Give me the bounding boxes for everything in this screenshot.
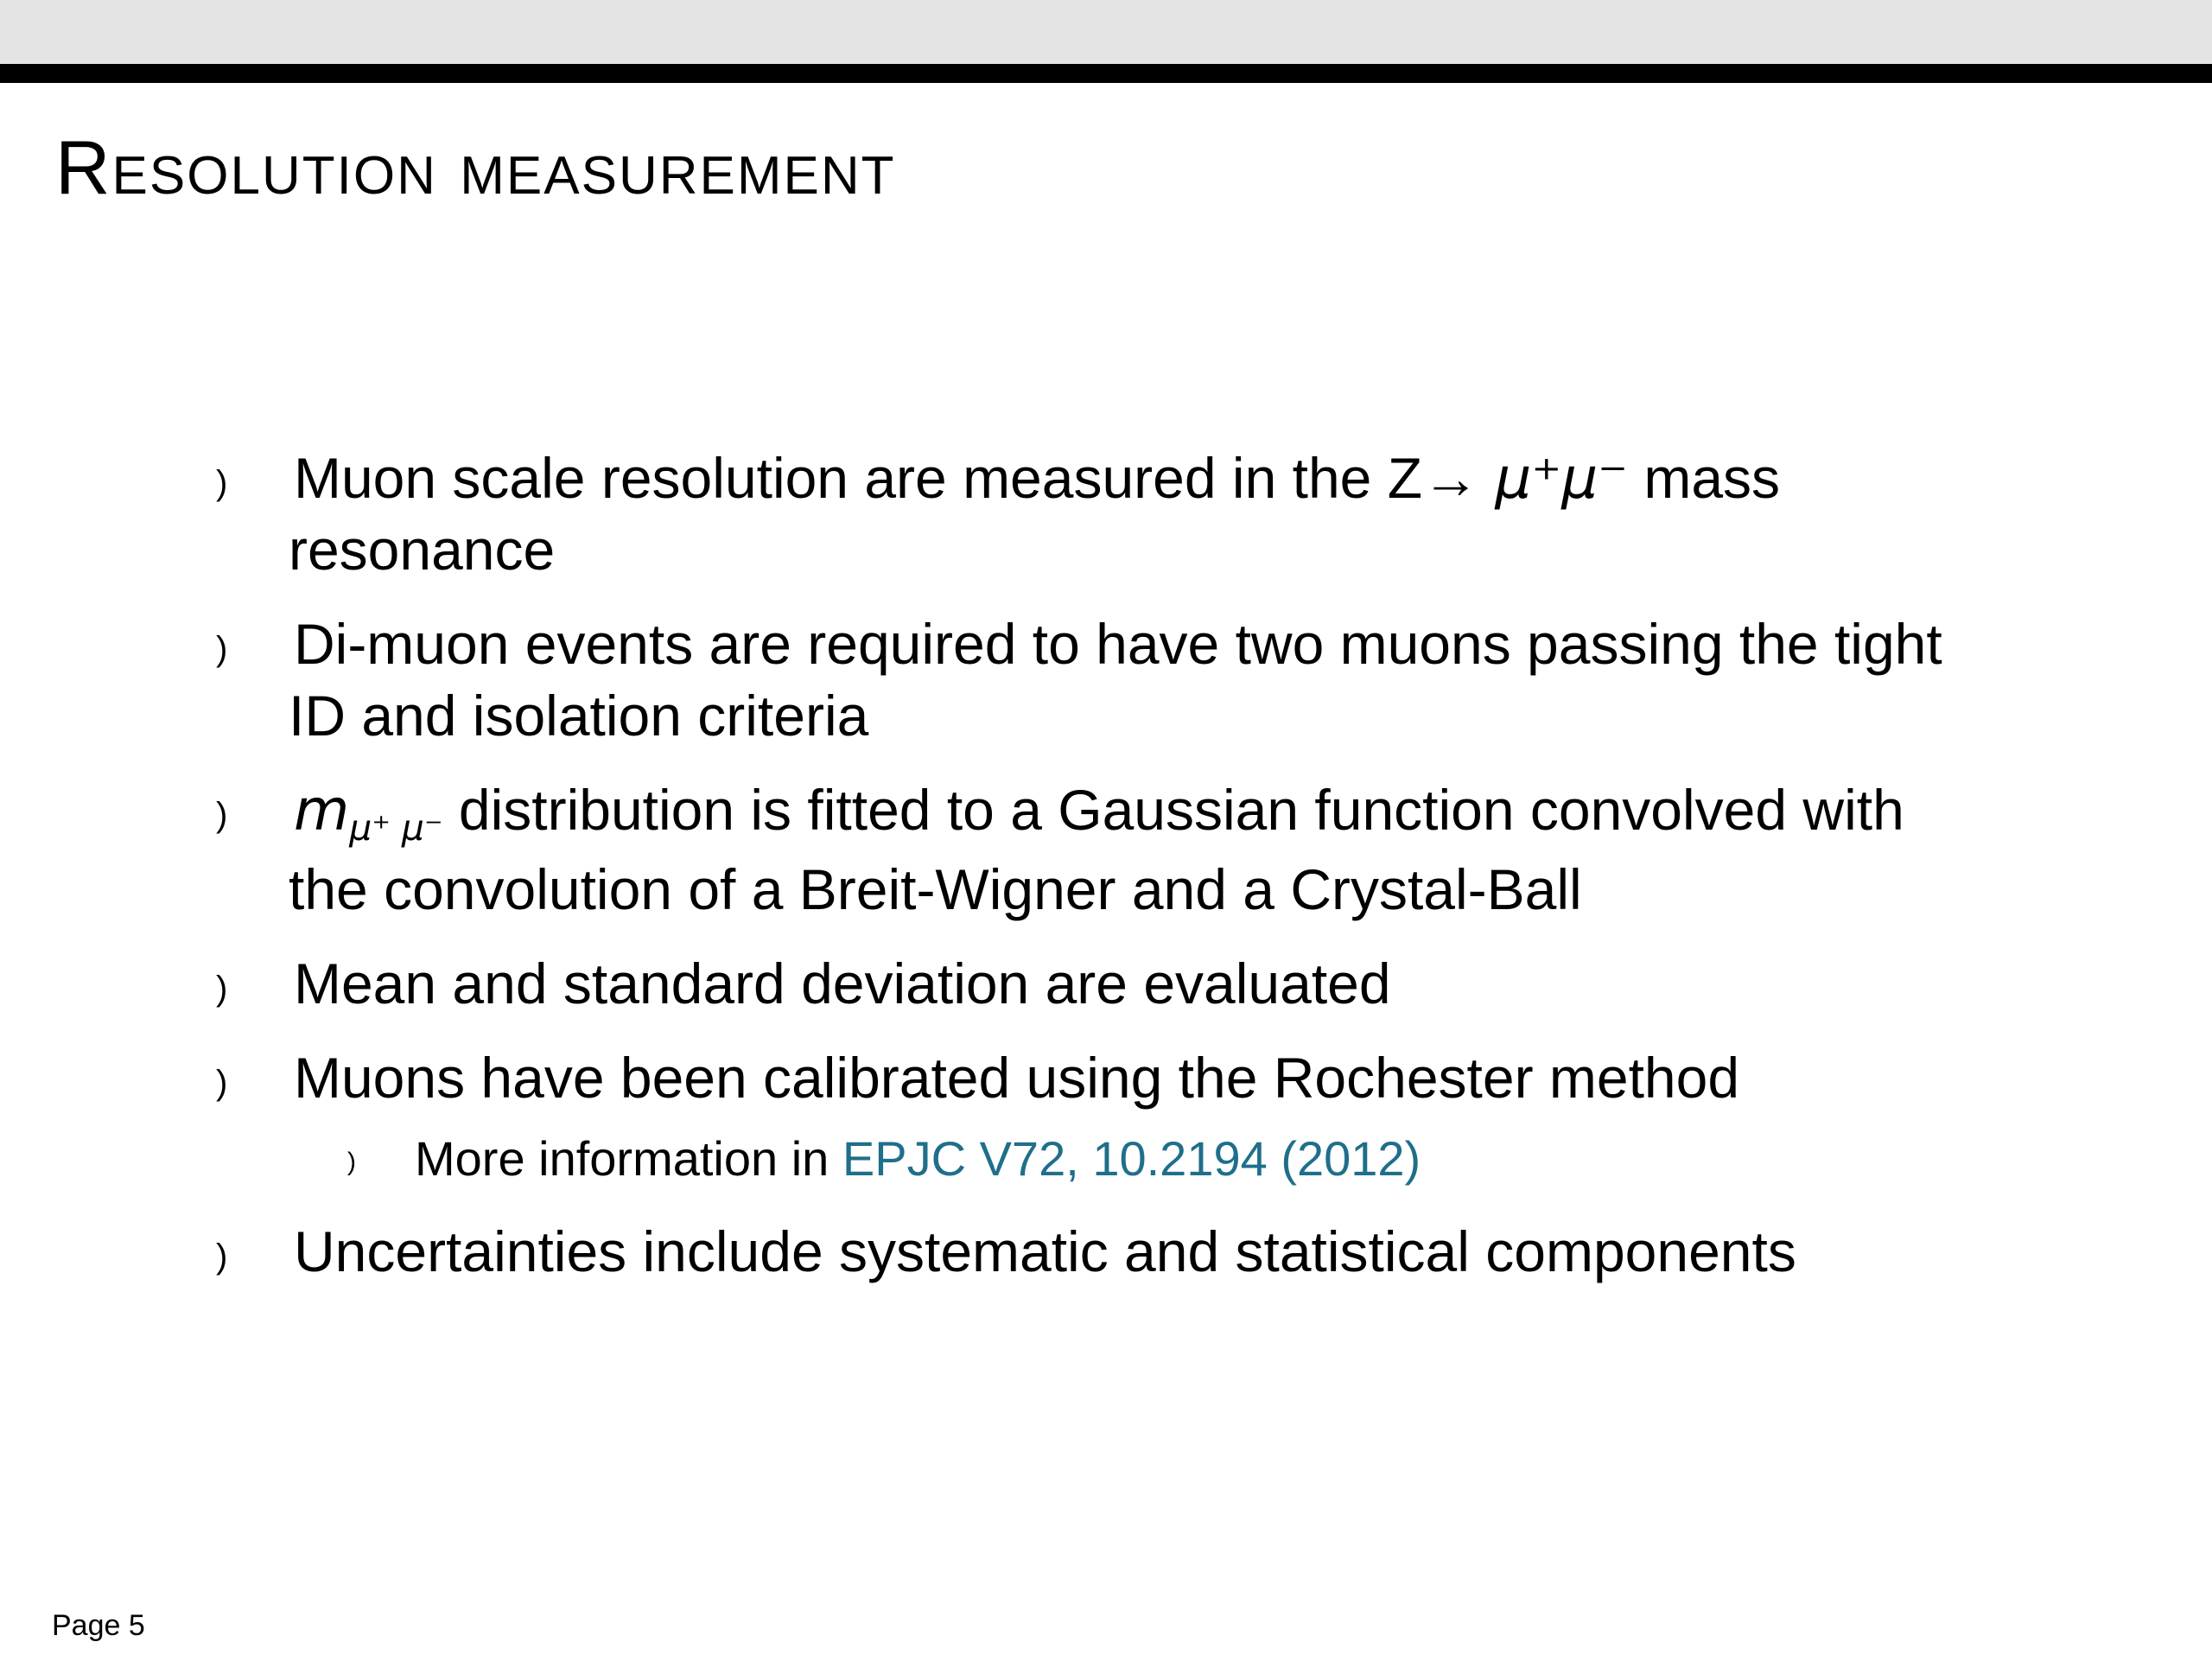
header-band: [0, 0, 2212, 64]
bullet-marker: ): [216, 464, 228, 502]
bullet-text: Muon scale resolution are measured in the Z→: [294, 446, 1496, 510]
math-mass-subscript: μ⁺ μ⁻: [349, 807, 443, 850]
bullet-continuation: ID and isolation criteria: [289, 684, 869, 748]
bullet-continuation: the convolution of a Breit-Wigner and a Crystal-Ball: [289, 857, 1582, 921]
page-number: Page 5: [52, 1609, 145, 1642]
bullet-marker: ): [216, 1064, 228, 1102]
bullet-text: Mean and standard deviation are evaluated: [294, 951, 1391, 1015]
bullet-text: Uncertainties include systematic and statistical components: [294, 1219, 1796, 1283]
bullet-math-mumu: μ⁺μ⁻: [1495, 445, 1629, 512]
bullet-marker: ): [216, 970, 228, 1008]
math-mass-symbol: m: [294, 777, 350, 843]
bullet-item-uncertainties: [216, 1216, 2048, 1288]
bullet-item-z-resonance: [216, 442, 2048, 586]
bullet-text: Di-muon events are required to have two muons passing the tight: [294, 612, 1942, 676]
slide-title: Resolution measurement: [55, 124, 896, 210]
bullet-item-dimuon-events: [216, 608, 2048, 752]
header-rule: [0, 64, 2212, 83]
bullet-marker: ): [216, 796, 228, 834]
bullet-text-after: mass: [1628, 446, 1781, 510]
bullet-text: Muons have been calibrated using the Rochester method: [294, 1046, 1740, 1110]
bullet-continuation: resonance: [289, 518, 556, 582]
bullet-list: [216, 442, 2048, 1310]
bullet-marker: ): [216, 1238, 228, 1276]
bullet-item-fit-distribution: [216, 774, 2048, 926]
bullet-text: distribution is fitted to a Gaussian function convolved with: [442, 778, 1904, 842]
bullet-item-rochester: [216, 1042, 2048, 1114]
reference-link[interactable]: EPJC V72, 10.2194 (2012): [842, 1131, 1421, 1186]
sub-bullet-text: More information in: [415, 1131, 842, 1186]
bullet-marker: ): [216, 630, 228, 668]
sub-bullet-item-more-info: [216, 1124, 2048, 1193]
bullet-item-mean-std: [216, 948, 2048, 1020]
sub-bullet-marker: ): [347, 1148, 356, 1176]
